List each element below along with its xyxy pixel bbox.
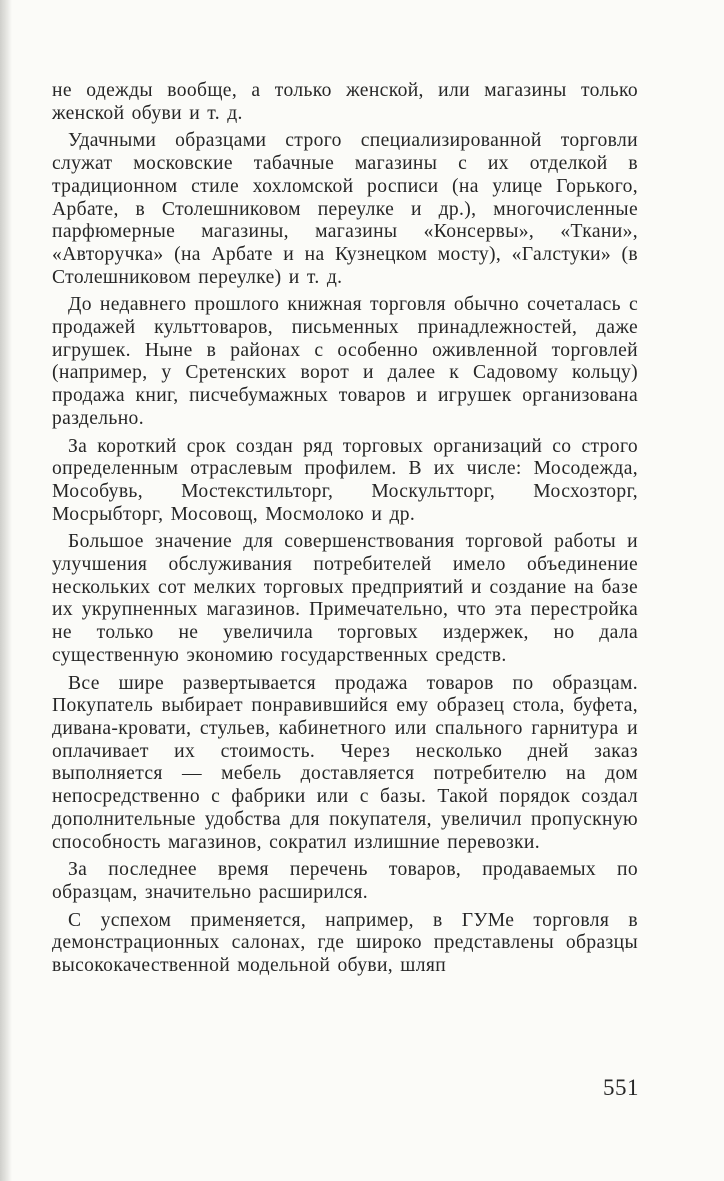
paragraph-specialized-trade: Удачными образцами строго специализированной торговли служат московские табачные магазины с их отделкой в традиционном стиле хохломской росписи (на улице Горького, Арбате, в Столешниковом переулке и др.), многочисленные парфюмерные магазины, магазины «Консервы», «Ткани», «Авторучка» (на Арбате и на Кузнецком мосту), «Галстуки» (в Столешниковом переулке) и т. д. — [52, 130, 638, 288]
page-number: 551 — [603, 1075, 639, 1100]
paragraph-book-trade: До недавнего прошлого книжная торговля обычно сочеталась с продажей культтоваров, письменных принадлежностей, даже игрушек. Ныне в районах с особенно оживленной торговлей (например, у Сретенских ворот и далее к Садовому кольцу) продажа книг, писчебумажных товаров и игрушек организована раздельно. — [52, 294, 638, 429]
paragraph-sample-list: За последнее время перечень товаров, продаваемых по образцам, значительно расширился. — [52, 859, 638, 903]
body-text — [52, 80, 638, 983]
paragraph-sample-sales: Все шире развертывается продажа товаров по образцам. Покупатель выбирает понравившийся ему образец стола, буфета, дивана-кровати, стульев, кабинетного или спального гарнитура и оплачивает их стоимость. Через несколько дней заказ выполняется — мебель доставляется потребителю на дом непосредственно с фабрики или с базы. Такой порядок создал дополнительные удобства для покупателя, увеличил пропускную способность магазинов, сократил излишние перевозки. — [52, 672, 638, 853]
binding-shadow — [0, 0, 12, 1181]
paragraph-gum-salons: С успехом применяется, например, в ГУМе торговля в демонстрационных салонах, где широко представлены образцы высококачественной модельной обуви, шляп — [52, 909, 638, 977]
paragraph-continuation: не одежды вообще, а только женской, или магазины только женской обуви и т. д. — [52, 80, 638, 124]
paragraph-consolidation: Большое значение для совершенствования торговой работы и улучшения обслуживания потребителей имело объединение нескольких сот мелких торговых предприятий и создание на базе их укрупненных магазинов. Примечательно, что эта перестройка не только не увеличила торговых издержек, но дала существенную экономию государственных средств. — [52, 531, 638, 666]
paragraph-trade-organizations: За короткий срок создан ряд торговых организаций со строго определенным отраслевым профилем. В их числе: Мосодежда, Мособувь, Мостекстильторг, Москультторг, Мосхозторг, Мосрыбторг, Мосовощ, Мосмолоко и др. — [52, 435, 638, 525]
